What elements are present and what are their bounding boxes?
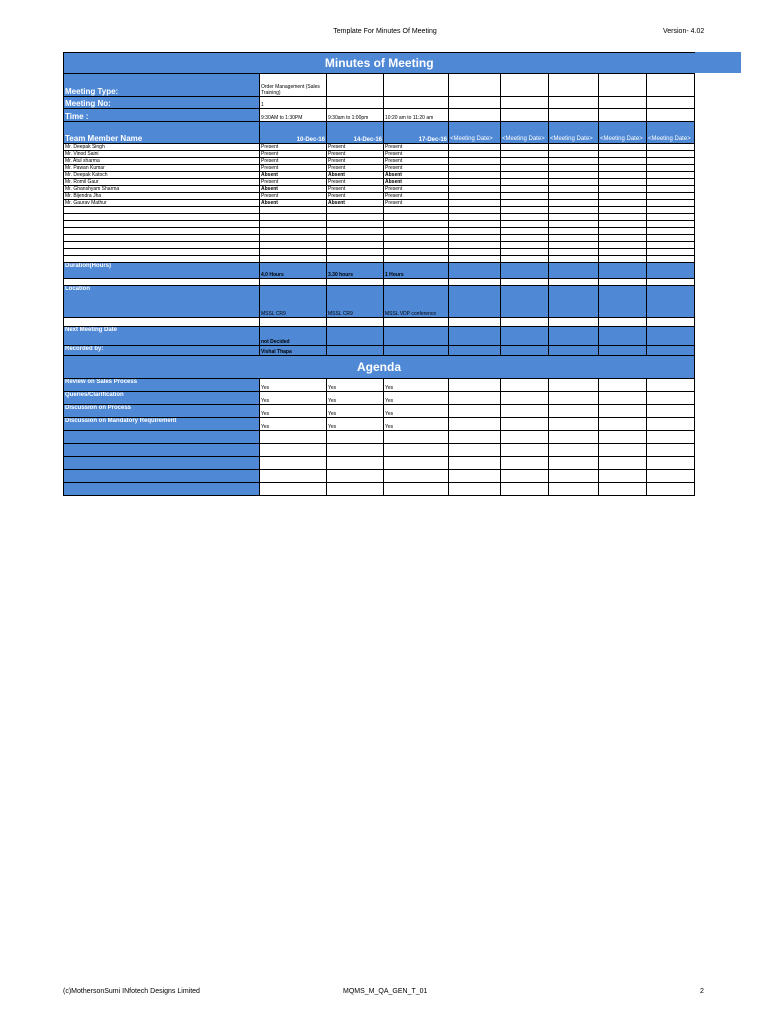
agenda-cell[interactable]	[449, 405, 501, 418]
duration-cell[interactable]	[549, 263, 599, 279]
time-value[interactable]: 9:30am to 1:00pm	[327, 109, 384, 122]
blank-row	[64, 214, 695, 221]
location-value[interactable]: MSSL VDP conference	[384, 286, 449, 318]
attendance-status[interactable]: Present	[260, 179, 327, 186]
spacer-row	[64, 318, 695, 327]
attendance-cell[interactable]	[599, 179, 647, 186]
attendance-status[interactable]: Present	[384, 186, 449, 193]
attendance-status[interactable]: Present	[384, 200, 449, 207]
agenda-cell[interactable]	[501, 392, 549, 405]
title-row	[64, 53, 695, 74]
time-cell[interactable]	[647, 109, 695, 122]
location-cell[interactable]	[501, 286, 549, 318]
recorded-by-cell[interactable]	[384, 346, 449, 356]
member-name[interactable]: Mr. Atul sharma	[64, 158, 260, 165]
agenda-item-value[interactable]: Yes	[260, 379, 327, 392]
attendance-cell[interactable]	[501, 158, 549, 165]
meeting-no-row	[64, 97, 695, 109]
duration-label: Duration(Hours)	[64, 263, 260, 279]
next-meeting-cell[interactable]	[384, 327, 449, 346]
attendance-cell[interactable]	[647, 144, 695, 151]
attendance-status[interactable]: Present	[384, 151, 449, 158]
agenda-cell[interactable]	[501, 418, 549, 431]
meeting-type-cell[interactable]	[599, 74, 647, 97]
attendance-cell[interactable]	[501, 193, 549, 200]
agenda-cell[interactable]	[449, 418, 501, 431]
meeting-no-cell[interactable]	[449, 97, 501, 109]
blank-row	[64, 228, 695, 235]
attendance-status[interactable]: Present	[327, 186, 384, 193]
attendance-cell[interactable]	[501, 165, 549, 172]
duration-cell[interactable]	[501, 263, 549, 279]
attendance-cell[interactable]	[501, 186, 549, 193]
attendance-status[interactable]: Present	[260, 158, 327, 165]
attendance-cell[interactable]	[599, 172, 647, 179]
time-value[interactable]: 10:20 am to 11:20 am	[384, 109, 449, 122]
meeting-type-cell[interactable]	[327, 74, 384, 97]
location-cell[interactable]	[647, 286, 695, 318]
agenda-cell[interactable]	[647, 418, 695, 431]
member-row	[64, 144, 695, 151]
meeting-no-cell[interactable]	[647, 97, 695, 109]
member-row	[64, 165, 695, 172]
meeting-no-label: Meeting No:	[64, 97, 260, 109]
agenda-cell[interactable]	[449, 379, 501, 392]
attendance-status[interactable]: Absent	[260, 186, 327, 193]
member-name[interactable]: Mr. Gaurav Mathur	[64, 200, 260, 207]
agenda-title: Agenda	[64, 356, 695, 379]
attendance-status[interactable]: Present	[327, 144, 384, 151]
attendance-cell[interactable]	[647, 179, 695, 186]
attendance-cell[interactable]	[501, 144, 549, 151]
attendance-cell[interactable]	[449, 193, 501, 200]
location-row	[64, 286, 695, 318]
attendance-status[interactable]: Present	[384, 158, 449, 165]
duration-cell[interactable]	[599, 263, 647, 279]
attendance-cell[interactable]	[549, 186, 599, 193]
time-cell[interactable]	[549, 109, 599, 122]
location-label: Location	[64, 286, 260, 318]
recorded-by-cell[interactable]	[501, 346, 549, 356]
agenda-cell[interactable]	[647, 405, 695, 418]
meeting-type-value[interactable]: Order Management (Sales Training)	[260, 74, 327, 97]
attendance-status[interactable]: Present	[384, 165, 449, 172]
agenda-header-row	[64, 356, 695, 379]
attendance-cell[interactable]	[549, 158, 599, 165]
time-cell[interactable]	[501, 109, 549, 122]
agenda-blank-row	[64, 470, 695, 483]
agenda-body	[64, 379, 695, 431]
attendance-cell[interactable]	[449, 165, 501, 172]
attendance-cell[interactable]	[449, 144, 501, 151]
attendance-status[interactable]: Absent	[327, 172, 384, 179]
agenda-cell[interactable]	[599, 418, 647, 431]
attendance-status[interactable]: Present	[260, 151, 327, 158]
agenda-blank-row	[64, 444, 695, 457]
agenda-cell[interactable]	[599, 392, 647, 405]
agenda-blank-row	[64, 457, 695, 470]
agenda-cell[interactable]	[599, 405, 647, 418]
member-name[interactable]: Mr. Bijendra Jha	[64, 193, 260, 200]
agenda-cell[interactable]	[647, 392, 695, 405]
agenda-item-value[interactable]: Yes	[384, 418, 449, 431]
blank-row	[64, 249, 695, 256]
agenda-item-label: Discussion on Mandatory Requirement	[64, 418, 260, 431]
attendance-cell[interactable]	[449, 172, 501, 179]
attendance-cell[interactable]	[599, 158, 647, 165]
meeting-type-cell[interactable]	[501, 74, 549, 97]
attendance-cell[interactable]	[647, 200, 695, 207]
duration-row	[64, 263, 695, 279]
agenda-item-value[interactable]: Yes	[327, 379, 384, 392]
date-placeholder-header: <Meeting Date>	[549, 122, 599, 144]
member-row	[64, 179, 695, 186]
agenda-cell[interactable]	[599, 379, 647, 392]
attendance-cell[interactable]	[647, 193, 695, 200]
attendance-cell[interactable]	[549, 165, 599, 172]
attendance-cell[interactable]	[549, 151, 599, 158]
meeting-no-cell[interactable]	[549, 97, 599, 109]
attendance-status[interactable]: Absent	[384, 172, 449, 179]
attendance-cell[interactable]	[599, 151, 647, 158]
agenda-item-value[interactable]: Yes	[260, 392, 327, 405]
attendance-header-row	[64, 122, 695, 144]
agenda-row	[64, 379, 695, 392]
attendance-status[interactable]: Present	[327, 179, 384, 186]
member-row	[64, 193, 695, 200]
agenda-item-value[interactable]: Yes	[384, 405, 449, 418]
team-member-header: Team Member Name	[64, 122, 260, 144]
blank-row	[64, 221, 695, 228]
attendance-cell[interactable]	[549, 172, 599, 179]
agenda-cell[interactable]	[549, 379, 599, 392]
attendance-status[interactable]: Present	[327, 158, 384, 165]
attendance-cell[interactable]	[449, 151, 501, 158]
location-value[interactable]: MSSL CR9	[260, 286, 327, 318]
meeting-no-value[interactable]: 1	[260, 97, 327, 109]
recorded-by-cell[interactable]	[599, 346, 647, 356]
agenda-item-value[interactable]: Yes	[384, 379, 449, 392]
attendance-status[interactable]: Present	[260, 165, 327, 172]
attendance-status[interactable]: Present	[327, 193, 384, 200]
next-meeting-cell[interactable]	[647, 327, 695, 346]
duration-value[interactable]: 4.0 Hours	[260, 263, 327, 279]
attendance-cell[interactable]	[549, 200, 599, 207]
attendance-cell[interactable]	[501, 172, 549, 179]
attendance-status[interactable]: Present	[260, 144, 327, 151]
member-row	[64, 186, 695, 193]
attendance-cell[interactable]	[647, 158, 695, 165]
duration-cell[interactable]	[449, 263, 501, 279]
meeting-no-cell[interactable]	[384, 97, 449, 109]
agenda-item-value[interactable]: Yes	[327, 392, 384, 405]
attendance-cell[interactable]	[647, 151, 695, 158]
next-meeting-cell[interactable]	[501, 327, 549, 346]
meeting-type-cell[interactable]	[549, 74, 599, 97]
duration-cell[interactable]	[647, 263, 695, 279]
next-meeting-cell[interactable]	[449, 327, 501, 346]
time-label: Time :	[64, 109, 260, 122]
attendance-cell[interactable]	[599, 200, 647, 207]
agenda-row	[64, 392, 695, 405]
date-header: 14-Dec-16	[327, 122, 384, 144]
member-row	[64, 151, 695, 158]
date-placeholder-header: <Meeting Date>	[449, 122, 501, 144]
attendance-cell[interactable]	[647, 186, 695, 193]
footer-doc-code: MQMS_M_QA_GEN_T_01	[343, 988, 428, 995]
attendance-status[interactable]: Present	[260, 193, 327, 200]
time-value[interactable]: 9:30AM to 1:30PM	[260, 109, 327, 122]
member-row	[64, 158, 695, 165]
attendance-status[interactable]: Present	[327, 165, 384, 172]
attendance-cell[interactable]	[449, 186, 501, 193]
agenda-item-value[interactable]: Yes	[260, 418, 327, 431]
location-value[interactable]: MSSL CR9	[327, 286, 384, 318]
meeting-no-cell[interactable]	[599, 97, 647, 109]
attendance-cell[interactable]	[549, 144, 599, 151]
document-header-title: Template For Minutes Of Meeting	[333, 28, 437, 35]
date-placeholder-header: <Meeting Date>	[647, 122, 695, 144]
attendance-cell[interactable]	[599, 186, 647, 193]
duration-value[interactable]: 1 Hours	[384, 263, 449, 279]
agenda-item-value[interactable]: Yes	[327, 405, 384, 418]
next-meeting-cell[interactable]	[549, 327, 599, 346]
meeting-type-cell[interactable]	[384, 74, 449, 97]
blank-row	[64, 256, 695, 263]
attendance-status[interactable]: Present	[384, 144, 449, 151]
location-cell[interactable]	[549, 286, 599, 318]
time-cell[interactable]	[599, 109, 647, 122]
member-row	[64, 200, 695, 207]
recorded-by-row	[64, 346, 695, 356]
recorded-by-cell[interactable]	[449, 346, 501, 356]
attendance-cell[interactable]	[599, 144, 647, 151]
spacer-row	[64, 279, 695, 286]
agenda-item-value[interactable]: Yes	[327, 418, 384, 431]
meeting-no-cell[interactable]	[327, 97, 384, 109]
next-meeting-label: Next Meeting Date	[64, 327, 260, 346]
next-meeting-cell[interactable]	[327, 327, 384, 346]
member-name[interactable]: Mr. Deepak Singh	[64, 144, 260, 151]
time-row	[64, 109, 695, 122]
recorded-by-label: Recorded by:	[64, 346, 260, 356]
agenda-item-value[interactable]: Yes	[384, 392, 449, 405]
sheet-title: Minutes of Meeting	[64, 53, 695, 74]
attendance-status[interactable]: Absent	[327, 200, 384, 207]
recorded-by-value[interactable]: Vishal Thapa	[260, 346, 327, 356]
recorded-by-cell[interactable]	[327, 346, 384, 356]
meeting-type-row	[64, 74, 695, 97]
attendance-status[interactable]: Absent	[384, 179, 449, 186]
location-cell[interactable]	[449, 286, 501, 318]
attendance-cell[interactable]	[647, 165, 695, 172]
meeting-no-cell[interactable]	[501, 97, 549, 109]
agenda-blank-row	[64, 483, 695, 496]
agenda-blank-row	[64, 431, 695, 444]
meeting-type-cell[interactable]	[449, 74, 501, 97]
attendance-status[interactable]: Present	[327, 151, 384, 158]
meeting-type-label: Meeting Type:	[64, 74, 260, 97]
member-row	[64, 172, 695, 179]
member-name[interactable]: Mr. Deepak Katoch	[64, 172, 260, 179]
attendance-cell[interactable]	[599, 193, 647, 200]
date-placeholder-header: <Meeting Date>	[599, 122, 647, 144]
attendance-status[interactable]: Absent	[260, 200, 327, 207]
agenda-item-label: Review on Sales Process	[64, 379, 260, 392]
agenda-cell[interactable]	[549, 405, 599, 418]
footer-company: (c)MothersonSumi INfotech Designs Limited	[63, 988, 200, 995]
document-version: Version- 4.02	[663, 28, 705, 35]
next-meeting-cell[interactable]	[599, 327, 647, 346]
blank-row	[64, 207, 695, 214]
member-name[interactable]: Mr. Pawan Kumar	[64, 165, 260, 172]
attendance-cell[interactable]	[449, 158, 501, 165]
time-cell[interactable]	[449, 109, 501, 122]
attendance-cell[interactable]	[449, 179, 501, 186]
attendance-cell[interactable]	[501, 151, 549, 158]
attendance-cell[interactable]	[501, 179, 549, 186]
agenda-cell[interactable]	[449, 392, 501, 405]
next-meeting-row	[64, 327, 695, 346]
duration-value[interactable]: 3.30 hours	[327, 263, 384, 279]
agenda-cell[interactable]	[549, 418, 599, 431]
meeting-type-cell[interactable]	[647, 74, 695, 97]
members-body	[64, 144, 695, 207]
agenda-item-label: Discussion on Process	[64, 405, 260, 418]
attendance-status[interactable]: Absent	[260, 172, 327, 179]
agenda-row	[64, 405, 695, 418]
member-name[interactable]: Mr. Romil Gaur	[64, 179, 260, 186]
attendance-cell[interactable]	[549, 193, 599, 200]
date-header: 17-Dec-16	[384, 122, 449, 144]
agenda-item-label: Queries/Clarification	[64, 392, 260, 405]
attendance-cell[interactable]	[501, 200, 549, 207]
next-meeting-value[interactable]: not Decided	[260, 327, 327, 346]
date-header: 10-Dec-16	[260, 122, 327, 144]
attendance-cell[interactable]	[449, 200, 501, 207]
member-name[interactable]: Mr. Ghanshyam Sharma	[64, 186, 260, 193]
attendance-cell[interactable]	[599, 165, 647, 172]
date-placeholder-header: <Meeting Date>	[501, 122, 549, 144]
agenda-cell[interactable]	[549, 392, 599, 405]
agenda-item-value[interactable]: Yes	[260, 405, 327, 418]
attendance-cell[interactable]	[549, 179, 599, 186]
agenda-row	[64, 418, 695, 431]
minutes-table	[63, 52, 695, 496]
recorded-by-cell[interactable]	[549, 346, 599, 356]
member-name[interactable]: Mr. Vinod Saini	[64, 151, 260, 158]
agenda-cell[interactable]	[501, 405, 549, 418]
blank-row	[64, 235, 695, 242]
blank-row	[64, 242, 695, 249]
location-cell[interactable]	[599, 286, 647, 318]
attendance-cell[interactable]	[647, 172, 695, 179]
agenda-cell[interactable]	[647, 379, 695, 392]
recorded-by-cell[interactable]	[647, 346, 695, 356]
attendance-status[interactable]: Present	[384, 193, 449, 200]
footer-page-number: 2	[700, 988, 704, 995]
agenda-cell[interactable]	[501, 379, 549, 392]
